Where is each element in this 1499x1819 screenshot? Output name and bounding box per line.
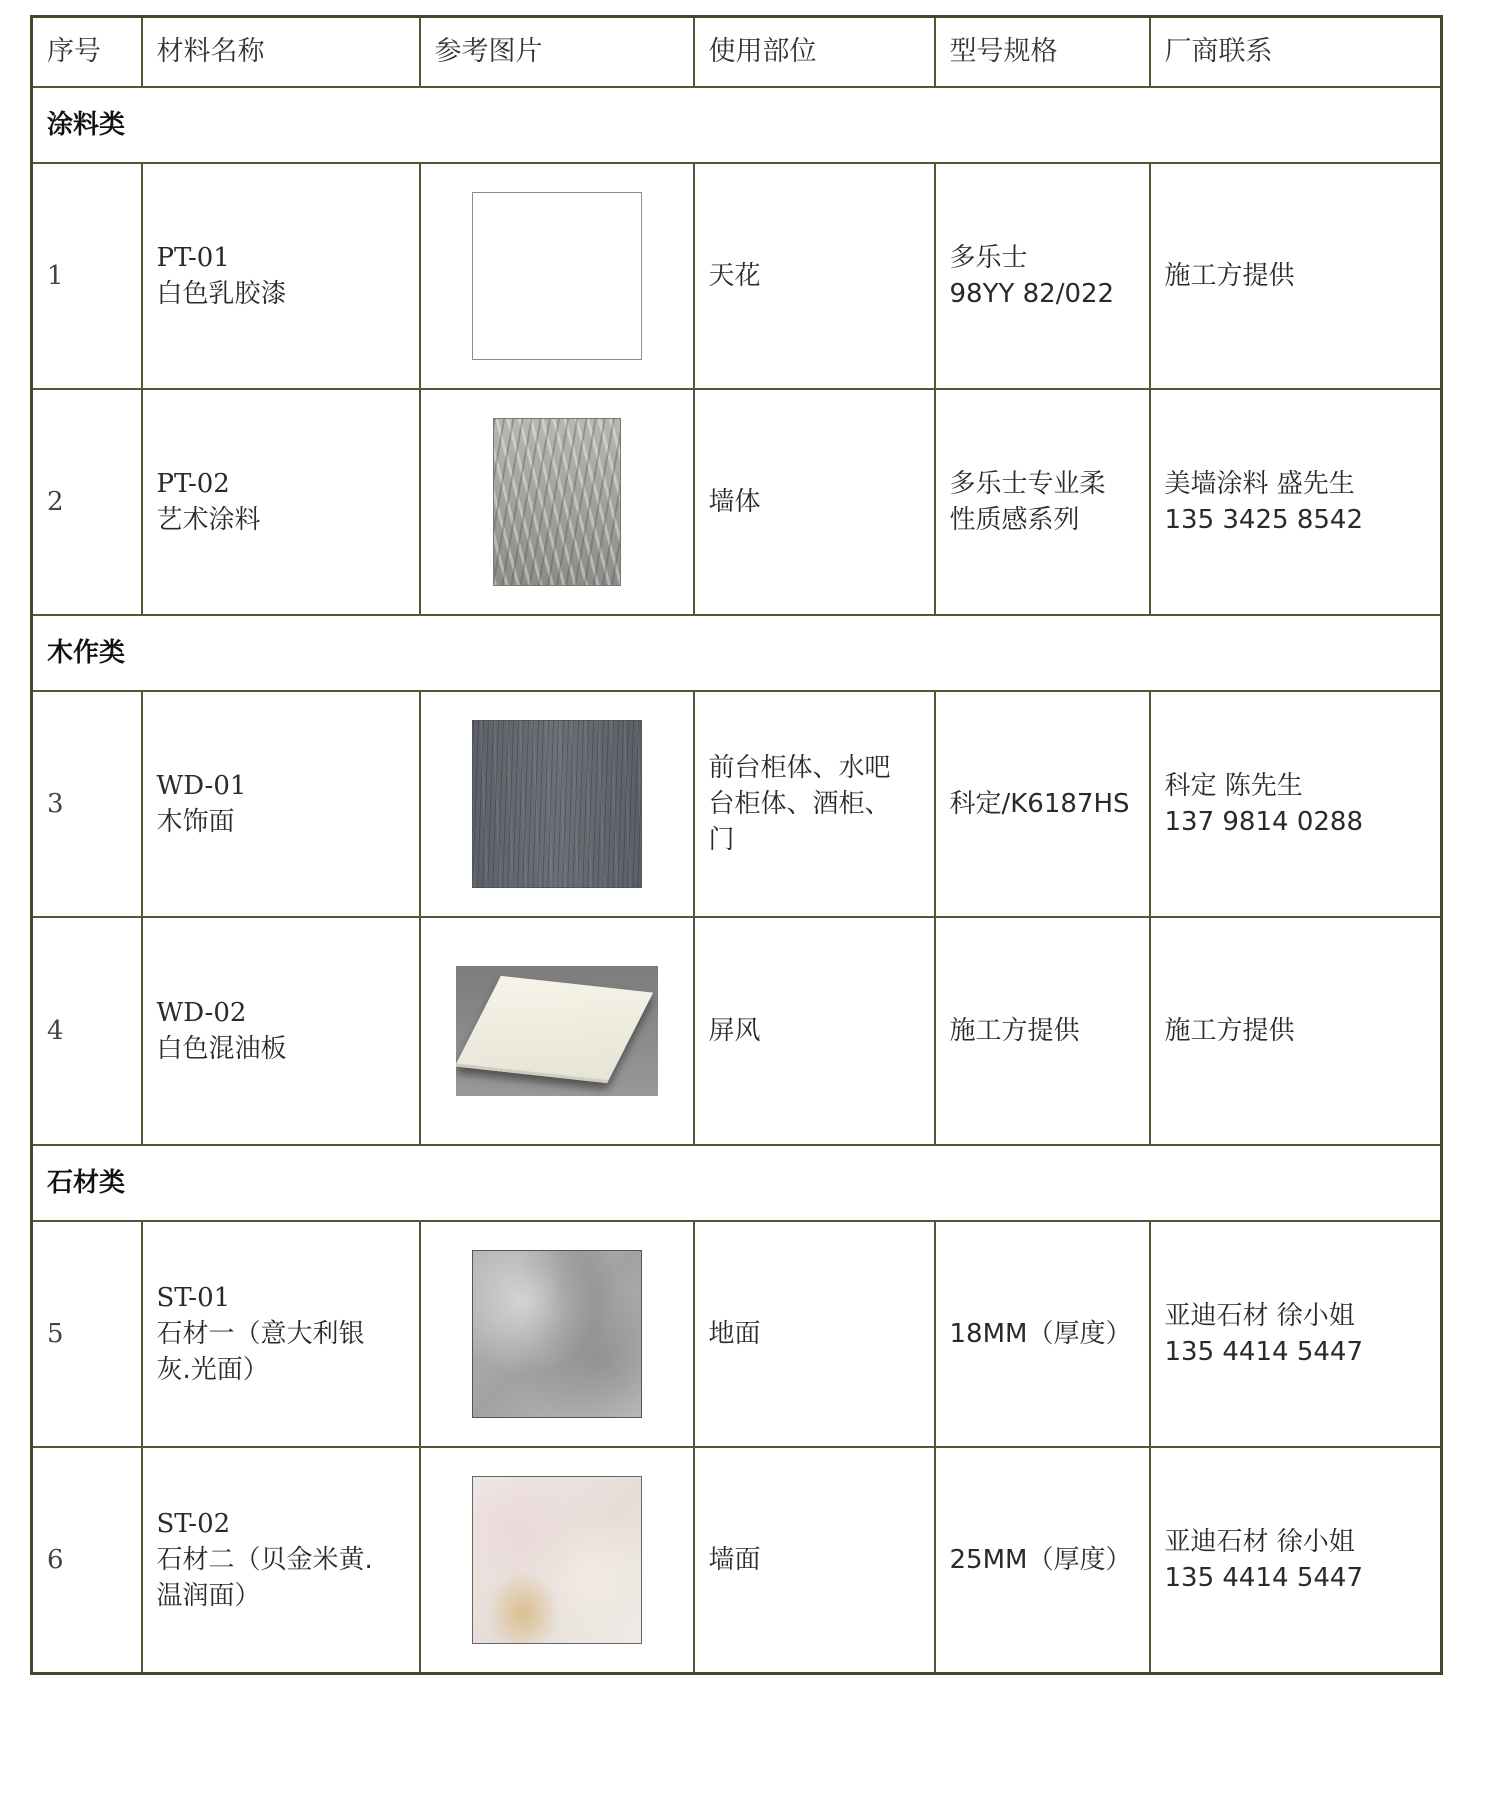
- material-code: ST-02: [156, 1509, 231, 1539]
- usage-cell: [694, 691, 935, 917]
- material-name-cell: [142, 1221, 420, 1447]
- material-name: 白色混油板: [156, 1034, 287, 1064]
- material-code: WD-01: [156, 771, 247, 801]
- category-label-stone: 石材类: [32, 1145, 1442, 1221]
- spec-line: 多乐士专业柔: [949, 469, 1106, 499]
- beige-stone-swatch-image: [472, 1476, 642, 1644]
- vendor-cell: [1150, 917, 1442, 1145]
- vendor-line: 施工方提供: [1164, 1016, 1295, 1046]
- usage-cell: [694, 917, 935, 1145]
- usage-text: 地面: [708, 1319, 761, 1349]
- spec-cell: [935, 917, 1150, 1145]
- table-row: [32, 1221, 1442, 1447]
- material-name: 温润面）: [156, 1581, 261, 1611]
- vendor-cell: [1150, 163, 1442, 389]
- reference-picture-cell: [420, 389, 694, 615]
- table-row: [32, 1447, 1442, 1674]
- materials-table: [30, 15, 1443, 1675]
- header-reference-picture: 参考图片: [420, 17, 694, 88]
- usage-text: 天花: [708, 261, 761, 291]
- reference-picture-cell: [420, 917, 694, 1145]
- reference-picture-cell: [420, 1221, 694, 1447]
- vendor-phone: 135 4414 5447: [1164, 1337, 1363, 1367]
- spec-cell: [935, 1447, 1150, 1674]
- white-paint-swatch-image: [472, 192, 642, 360]
- material-name: 石材一（意大利银: [156, 1319, 365, 1349]
- wood-veneer-swatch-image: [472, 720, 642, 888]
- usage-text: 前台柜体、水吧: [708, 753, 891, 783]
- category-row-paint: [32, 87, 1442, 163]
- header-no: 序号: [32, 17, 142, 88]
- spec-line: 多乐士: [949, 243, 1028, 273]
- material-code: WD-02: [156, 998, 247, 1028]
- spec-cell: [935, 163, 1150, 389]
- vendor-phone: 135 4414 5447: [1164, 1563, 1363, 1593]
- usage-cell: [694, 1221, 935, 1447]
- vendor-phone: 137 9814 0288: [1164, 807, 1363, 837]
- usage-text: 屏风: [708, 1016, 761, 1046]
- usage-text: 台柜体、酒柜、: [708, 789, 891, 819]
- row-number: 2: [32, 389, 142, 615]
- spec-cell: [935, 691, 1150, 917]
- spec-line: 性质感系列: [949, 505, 1080, 535]
- spec-cell: [935, 389, 1150, 615]
- art-coating-swatch-image: [493, 418, 621, 586]
- usage-cell: [694, 163, 935, 389]
- table-row: [32, 691, 1442, 917]
- usage-text: 门: [708, 825, 735, 855]
- vendor-phone: 135 3425 8542: [1164, 505, 1363, 535]
- table-header-row: [32, 17, 1442, 88]
- table-row: [32, 917, 1442, 1145]
- material-code: ST-01: [156, 1283, 231, 1313]
- board-panel: [456, 976, 653, 1083]
- spec-line: 科定/K6187HS: [949, 789, 1130, 819]
- reference-picture-cell: [420, 1447, 694, 1674]
- category-label-wood: 木作类: [32, 615, 1442, 691]
- table-row: [32, 163, 1442, 389]
- material-name: 木饰面: [156, 807, 235, 837]
- vendor-cell: [1150, 1221, 1442, 1447]
- material-code: PT-02: [156, 469, 230, 499]
- material-code: PT-01: [156, 243, 230, 273]
- white-board-swatch-image: [456, 966, 658, 1096]
- reference-picture-cell: [420, 691, 694, 917]
- vendor-line: 美墙涂料 盛先生: [1164, 469, 1355, 499]
- vendor-line: 亚迪石材 徐小姐: [1164, 1301, 1355, 1331]
- spec-line: 18MM（厚度）: [949, 1319, 1132, 1349]
- vendor-cell: [1150, 389, 1442, 615]
- usage-text: 墙面: [708, 1545, 761, 1575]
- material-name-cell: [142, 917, 420, 1145]
- materials-sheet: [30, 15, 1443, 1675]
- vendor-line: 科定 陈先生: [1164, 771, 1303, 801]
- material-name-cell: [142, 1447, 420, 1674]
- silver-grey-stone-swatch-image: [472, 1250, 642, 1418]
- material-name: 白色乳胶漆: [156, 279, 287, 309]
- spec-line: 施工方提供: [949, 1016, 1080, 1046]
- category-row-wood: [32, 615, 1442, 691]
- row-number: 1: [32, 163, 142, 389]
- row-number: 5: [32, 1221, 142, 1447]
- material-name-cell: [142, 163, 420, 389]
- category-row-stone: [32, 1145, 1442, 1221]
- header-vendor-contact: 厂商联系: [1150, 17, 1442, 88]
- spec-cell: [935, 1221, 1150, 1447]
- row-number: 3: [32, 691, 142, 917]
- material-name: 艺术涂料: [156, 505, 261, 535]
- table-row: [32, 389, 1442, 615]
- vendor-cell: [1150, 691, 1442, 917]
- vendor-line: 施工方提供: [1164, 261, 1295, 291]
- material-name-cell: [142, 691, 420, 917]
- reference-picture-cell: [420, 163, 694, 389]
- spec-line: 98YY 82/022: [949, 279, 1115, 309]
- material-name-cell: [142, 389, 420, 615]
- vendor-cell: [1150, 1447, 1442, 1674]
- header-usage-location: 使用部位: [694, 17, 935, 88]
- header-model-spec: 型号规格: [935, 17, 1150, 88]
- usage-cell: [694, 1447, 935, 1674]
- row-number: 4: [32, 917, 142, 1145]
- material-name: 石材二（贝金米黄.: [156, 1545, 373, 1575]
- usage-text: 墙体: [708, 487, 761, 517]
- spec-line: 25MM（厚度）: [949, 1545, 1132, 1575]
- header-material-name: 材料名称: [142, 17, 420, 88]
- category-label-paint: 涂料类: [32, 87, 1442, 163]
- material-name: 灰.光面）: [156, 1355, 269, 1385]
- row-number: 6: [32, 1447, 142, 1674]
- usage-cell: [694, 389, 935, 615]
- vendor-line: 亚迪石材 徐小姐: [1164, 1527, 1355, 1557]
